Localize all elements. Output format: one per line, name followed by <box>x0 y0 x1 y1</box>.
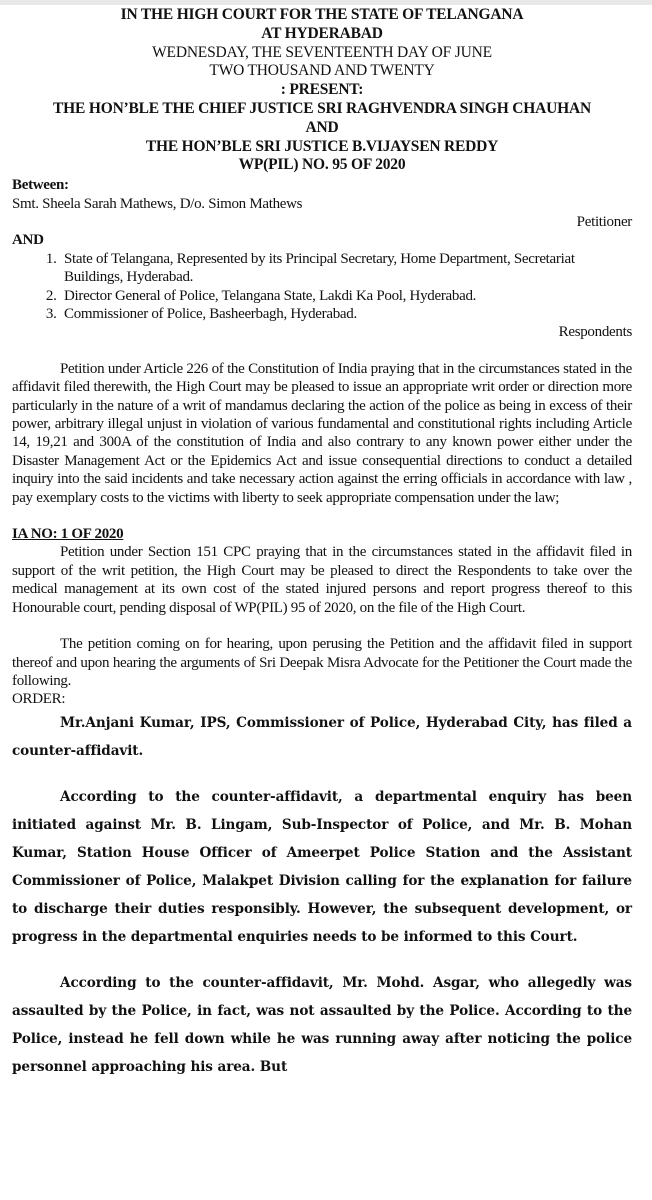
hearing-paragraph: The petition coming on for hearing, upon perusing the Petition and the affidavit filed in support thereof and upon hearing the arguments of Sri Deepak Misra Advocate for the Petitioner the Court made the following. <box>12 636 632 689</box>
order-paragraph: According to the counter-affidavit, Mr. Mohd. Asgar, who allegedly was assaulted by the Police, in fact, was not assaulted by the Police. According to the Police, instead he fell down while he was running away after noticing the police personnel approaching his area. But <box>12 974 632 1075</box>
court-name: IN THE HIGH COURT FOR THE STATE OF TELANGANA <box>120 6 524 23</box>
court-order-document <box>12 6 632 1099</box>
judge-2: THE HON’BLE SRI JUSTICE B.VIJAYSEN REDDY <box>145 137 499 155</box>
court-place: AT HYDERABAD <box>261 24 383 42</box>
order-paragraph: According to the counter-affidavit, a departmental enquiry has been initiated against Mr. B. Lingam, Sub-Inspector of Police, and Mr. B. Mohan Kumar, Station House Officer of Ameerpet Police Station and the Assistant Commissioner of Police, Malakpet Division calling for the explanation for failure to discharge their duties responsibly. However, the subsequent development, or progress in the departmental enquiries needs to be informed to this Court. <box>12 788 632 945</box>
respondents-label: Respondents <box>558 324 632 341</box>
respondent-item: 1. State of Telangana, Represented by its Principal Secretary, Home Department, Secretariat Buildings, Hyderabad. <box>60 250 632 287</box>
date-line-1: WEDNESDAY, THE SEVENTEENTH DAY OF JUNE <box>152 43 492 61</box>
petitioner-name: Smt. Sheela Sarah Mathews, D/o. Simon Mathews <box>12 195 303 212</box>
ia-paragraph: Petition under Section 151 CPC praying that in the circumstances stated in the affidavit filed in support of the writ petition, the High Court may be pleased to direct the Respondents to take over the medical management at its own cost of the stated injured persons and report progress thereof to this Honourable court, pending disposal of WP(PIL) 95 of 2020, on the file of the High Court. <box>12 544 632 616</box>
scan-edge <box>0 0 652 5</box>
order-paragraph: Mr.Anjani Kumar, IPS, Commissioner of Police, Hyderabad City, has filed a counter-affidavit. <box>12 714 632 759</box>
date-line-2: TWO THOUSAND AND TWENTY <box>209 62 435 80</box>
parties-section <box>12 176 632 342</box>
present-label: : PRESENT: <box>280 81 364 99</box>
ia-heading: IA NO: 1 OF 2020 <box>12 526 124 543</box>
respondent-item: 2. Director General of Police, Telangana State, Lakdi Ka Pool, Hyderabad. <box>60 287 632 305</box>
petition-paragraph: Petition under Article 226 of the Constitution of India praying that in the circumstances stated in the affidavit filed therewith, the High Court may be pleased to issue an appropriate writ order or direction more particularly in the nature of a writ of mandamus declaring the action of the police as being in excess of their power, arbitrary illegal unjust in violation of various fundamental and constitutional rights including Article 14, 19,21 and 300A of the constitution of India and also contrary to any known power either under the Disaster Management Act or the Epidemics Act and issue consequential directions to conduct a detailed inquiry into the said incidents and take necessary action against the erring officials in accordance with law , pay exemplary costs to the victims with liberty to seek appropriate compensation under the law; <box>12 360 632 506</box>
case-number: WP(PIL) NO. 95 OF 2020 <box>238 156 406 174</box>
order-heading: ORDER: <box>12 691 66 708</box>
respondent-item: 3. Commissioner of Police, Basheerbagh, Hyderabad. <box>60 305 632 323</box>
and-label: AND <box>12 232 44 249</box>
petitioner-label: Petitioner <box>576 213 632 230</box>
judge-1: THE HON’BLE THE CHIEF JUSTICE SRI RAGHVENDRA SINGH CHAUHAN <box>53 99 591 117</box>
respondents-list <box>12 250 632 324</box>
judges-and: AND <box>305 118 339 136</box>
between-label: Between: <box>12 177 69 194</box>
document-header <box>12 6 632 175</box>
